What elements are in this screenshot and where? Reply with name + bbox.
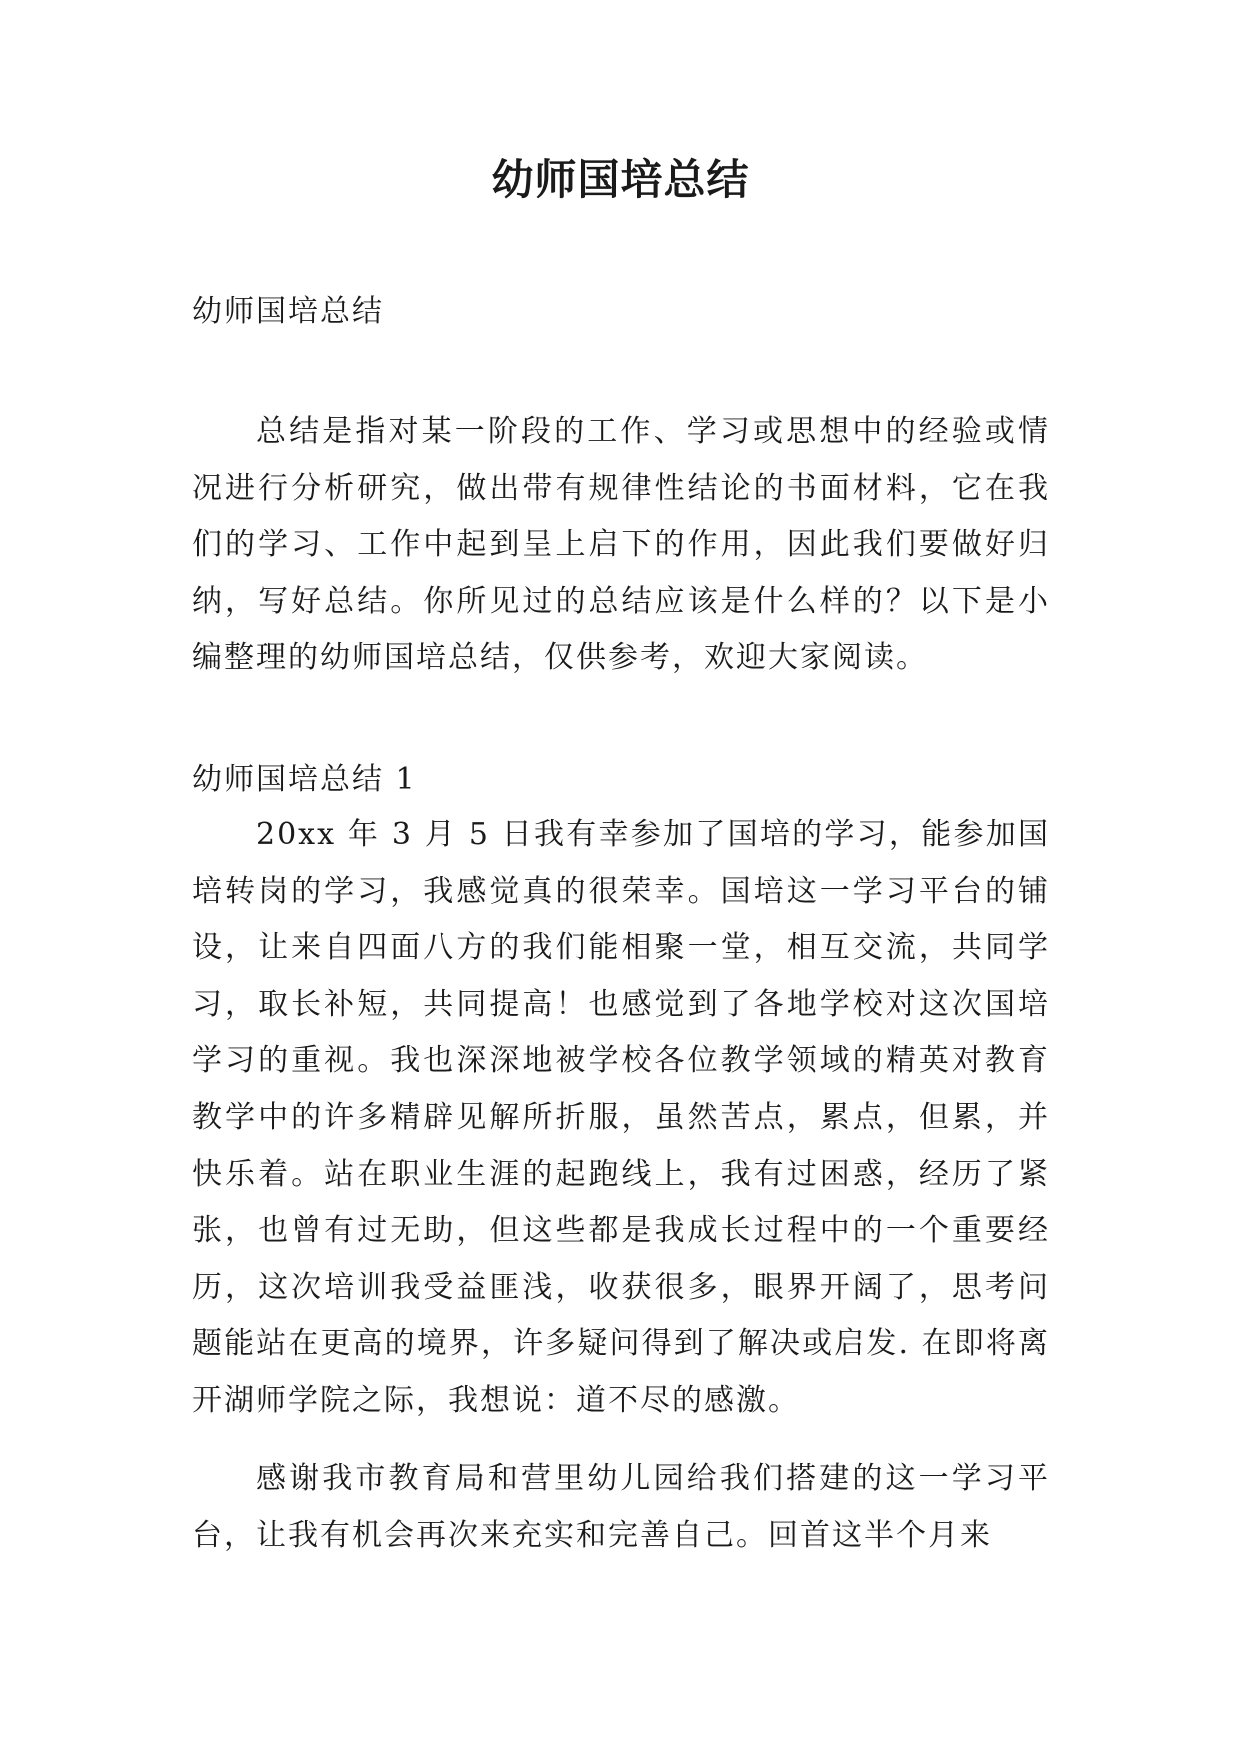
document-subtitle: 幼师国培总结: [192, 294, 384, 329]
body-paragraph: 感谢我市教育局和营里幼儿园给我们搭建的这一学习平台，让我有机会再次来充实和完善自己。回首这半个月来: [192, 1461, 1050, 1553]
section-heading: 幼师国培总结 1: [192, 762, 417, 797]
document-title: 幼师国培总结: [491, 155, 750, 204]
body-paragraph: 20xx 年 3 月 5 日我有幸参加了国培的学习，能参加国培转岗的学习，我感觉真的很荣幸。国培这一学习平台的铺设，让来自四面八方的我们能相聚一堂，相互交流，共同学习，取长补短，共同提高！也感觉到了各地学校对这次国培学习的重视。我也深深地被学校各位教学领域的精英对教育教学中的许多精辟见解所折服，虽然苦点，累点，但累，并快乐着。站在职业生涯的起跑线上，我有过困惑，经历了紧张，也曾有过无助，但这些都是我成长过程中的一个重要经历，这次培训我受益匪浅，收获很多，眼界开阔了，思考问题能站在更高的境界，许多疑问得到了解决或启发. 在即将离开湖师学院之际，我想说：道不尽的感激。: [192, 817, 1050, 1418]
intro-paragraph: 总结是指对某一阶段的工作、学习或思想中的经验或情况进行分析研究，做出带有规律性结论的书面材料，它在我们的学习、工作中起到呈上启下的作用，因此我们要做好归纳，写好总结。你所见过的总结应该是什么样的？以下是小编整理的幼师国培总结，仅供参考，欢迎大家阅读。: [192, 414, 1050, 676]
